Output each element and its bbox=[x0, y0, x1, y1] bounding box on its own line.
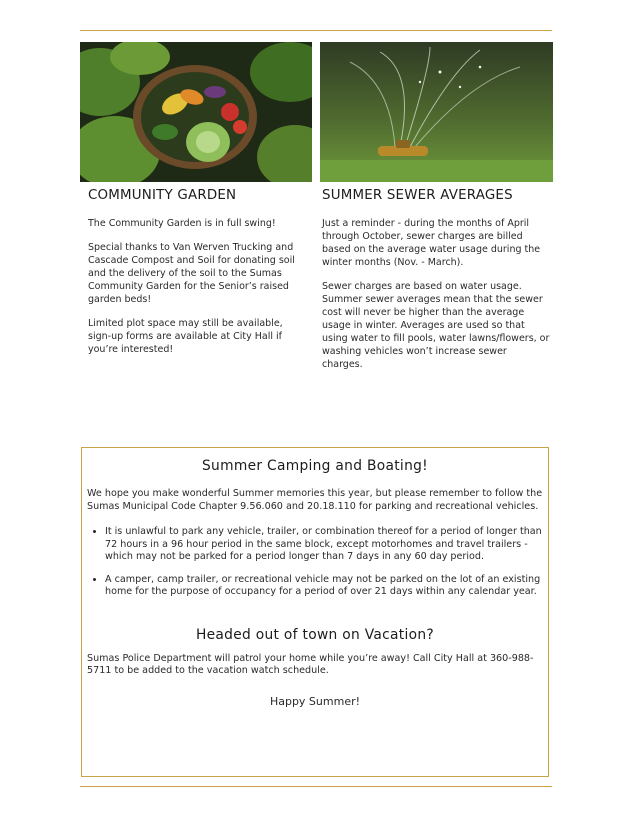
sewer-averages-section bbox=[322, 188, 550, 382]
lawn-sprinkler-photo bbox=[320, 42, 553, 182]
vacation-heading: Headed out of town on Vacation? bbox=[195, 626, 435, 643]
camping-intro: We hope you make wonderful Summer memories this year, but please remember to follow the Sumas Municipal Code Chapter 9.56.060 and 20.18.110 for parking and recreational vehicles. bbox=[87, 488, 543, 512]
top-divider bbox=[80, 30, 552, 31]
camping-rules-list bbox=[87, 526, 543, 599]
sewer-averages-heading: SUMMER SEWER AVERAGES bbox=[322, 188, 513, 203]
garden-vegetable-basket-photo bbox=[80, 42, 312, 182]
garden-paragraph: Special thanks to Van Werven Trucking and Cascade Compost and Soil for donating soil and the delivery of the soil to the Sumas Community Garden for the Senior’s raised garden beds! bbox=[88, 242, 295, 305]
sewer-paragraph: Sewer charges are based on water usage. Summer sewer averages mean that the sewer cost will never be higher than the average usage in winter. Averages are used so that using water to fill pools, water lawns/flowers, or washing vehicles won’t increase sewer charges. bbox=[322, 281, 550, 370]
closing-text: Happy Summer! bbox=[269, 694, 361, 708]
camping-boating-box bbox=[81, 447, 549, 777]
bottom-divider bbox=[80, 786, 552, 787]
camping-rule-item: • A camper, camp trailer, or recreational vehicle may not be parked on the lot of an existing home for the purpose of occupancy for a period of over 21 days within any calendar year. bbox=[105, 574, 543, 599]
community-garden-heading: COMMUNITY GARDEN bbox=[88, 188, 237, 203]
garden-paragraph: Limited plot space may still be available, sign-up forms are available at City Hall if you’re interested! bbox=[88, 318, 283, 355]
community-garden-section bbox=[88, 188, 308, 367]
vacation-text: Sumas Police Department will patrol your home while you’re away! Call City Hall at 360-988-5711 to be added to the vacation watch schedule. bbox=[87, 652, 534, 676]
camping-rule-item: • It is unlawful to park any vehicle, trailer, or combination thereof for a period of longer than 72 hours in a 96 hour period in the same block, except motorhomes and travel trailers - which may not be parked for a period longer than 7 days in any 60 day period. bbox=[105, 526, 543, 564]
garden-paragraph: The Community Garden is in full swing! bbox=[88, 218, 276, 229]
sewer-paragraph: Just a reminder - during the months of April through October, sewer charges are billed based on the average water usage during the winter months (Nov. - March). bbox=[322, 218, 541, 268]
camping-heading: Summer Camping and Boating! bbox=[201, 458, 428, 474]
